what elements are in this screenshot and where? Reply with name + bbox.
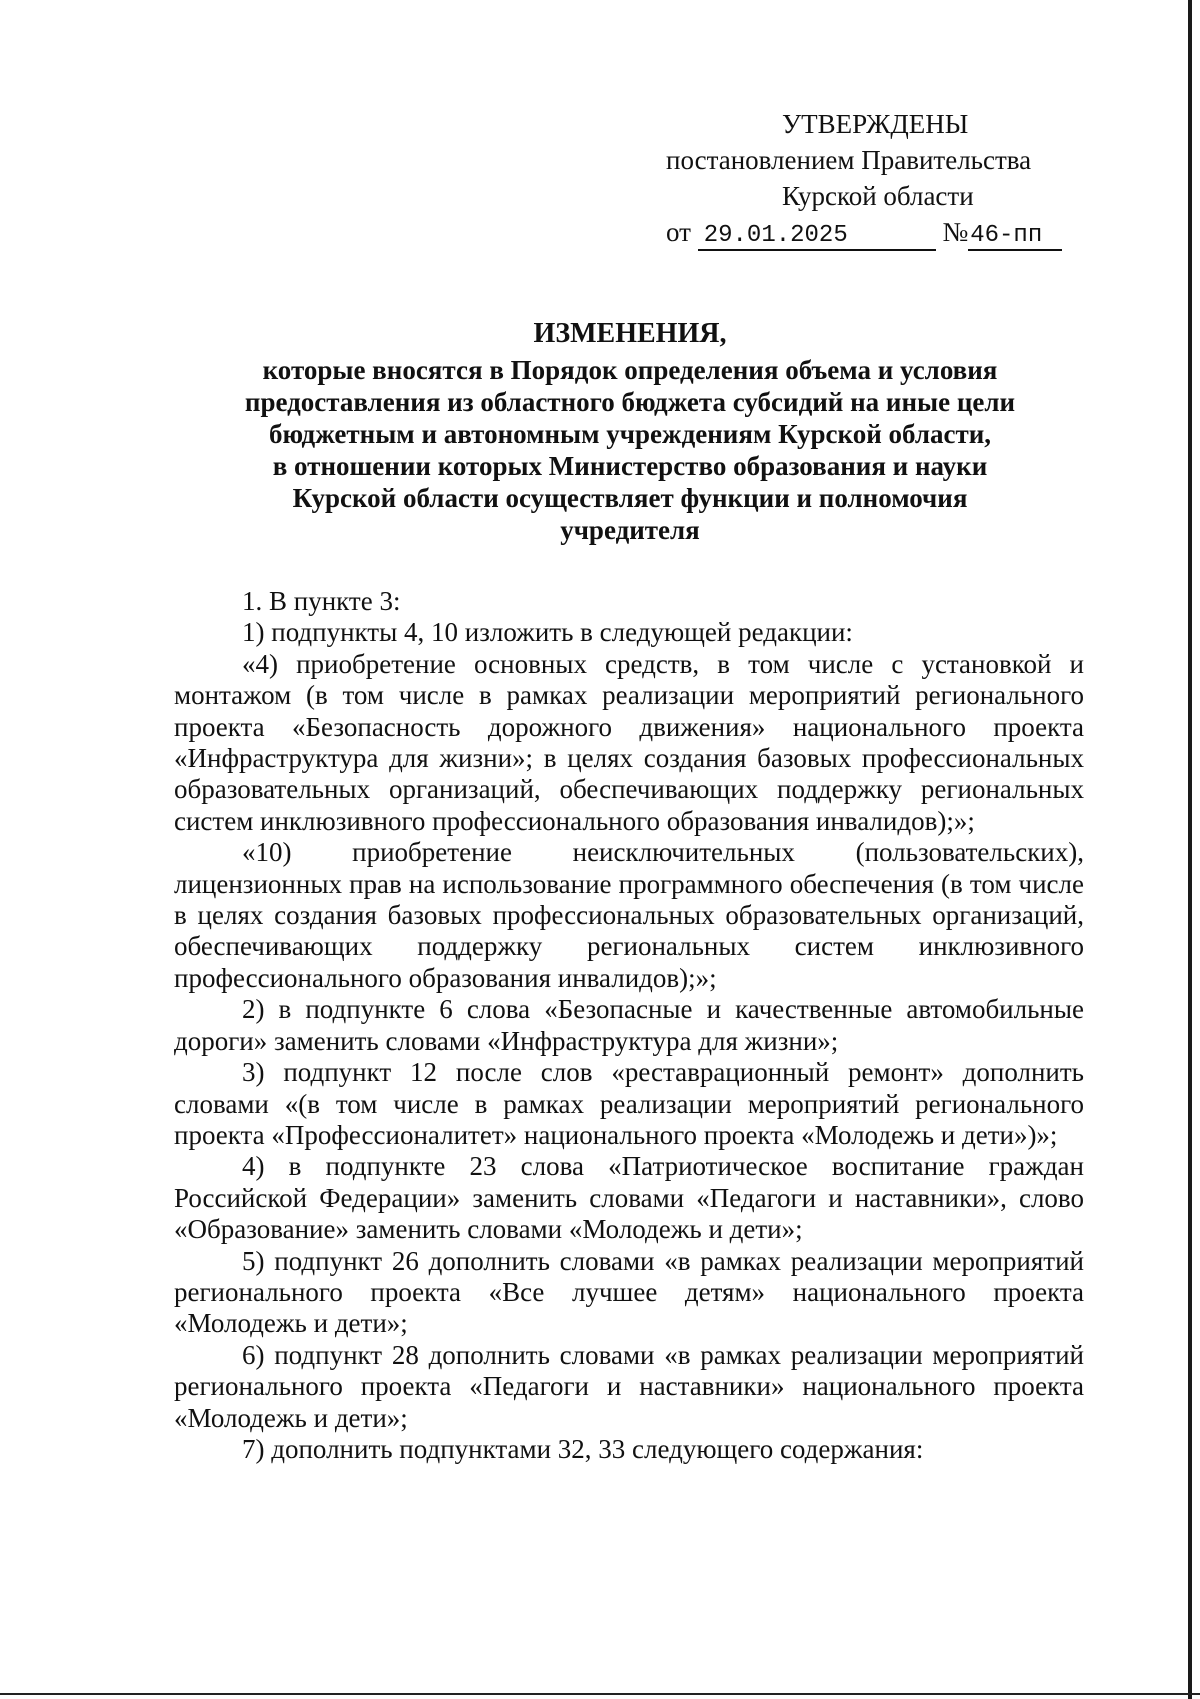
decree-date: 29.01.2025 — [698, 223, 936, 251]
date-number-line — [660, 214, 1080, 251]
paragraph: 1) подпункты 4, 10 изложить в следующей редакции: — [242, 617, 853, 648]
date-prefix: от — [666, 217, 691, 247]
paragraph: «10) приобретение неисключительных (пользовательских), лицензионных прав на использование программного обеспечения (в том числе в целях создания базовых профессиональных образовательных организаций, обеспечивающих поддержку региональных систем инклюзивного профессионального образования инвалидов);»; — [174, 837, 1084, 993]
title-line: учредителя — [560, 515, 700, 545]
region-label: Курской области — [782, 181, 974, 211]
decree-number: 46-пп — [968, 223, 1062, 251]
title-line: бюджетным и автономным учреждениям Курской области, — [268, 419, 992, 449]
title-line: которые вносятся в Порядок определения объема и условия — [262, 355, 998, 385]
paragraph: 4) в подпункте 23 слова «Патриотическое воспитание граждан Российской Федерации» заменить словами «Педагоги и наставники», слово «Образование» заменить словами «Молодежь и дети»; — [174, 1151, 1084, 1245]
scan-edge-right — [1188, 0, 1192, 1699]
paragraph: 3) подпункт 12 после слов «реставрационный ремонт» дополнить словами «(в том числе в рамках реализации мероприятий регионального проекта «Профессионалитет» национального проекта «Молодежь и дети»)»; — [174, 1057, 1084, 1150]
decree-label: постановлением Правительства — [666, 145, 1032, 175]
title-line: предоставления из областного бюджета субсидий на иные цели — [244, 387, 1016, 417]
scan-edge-bottom — [0, 1693, 1200, 1695]
title-line: в отношении которых Министерство образования и науки — [272, 451, 988, 481]
title-main: ИЗМЕНЕНИЯ, — [533, 318, 727, 349]
document-title — [175, 318, 1085, 546]
paragraph: 1. В пункте 3: — [242, 586, 401, 616]
paragraph: 2) в подпункте 6 слова «Безопасные и качественные автомобильные дороги» заменить словами «Инфраструктура для жизни»; — [174, 994, 1084, 1056]
paragraph: 6) подпункт 28 дополнить словами «в рамках реализации мероприятий регионального проекта «Педагоги и наставники» национального проекта «Молодежь и дети»; — [174, 1339, 1084, 1433]
approval-stamp-block — [660, 106, 1080, 251]
title-line: Курской области осуществляет функции и полномочия — [292, 483, 968, 513]
paragraph: «4) приобретение основных средств, в том числе с установкой и монтажом (в том числе в рамках реализации мероприятий регионального проекта «Безопасность дорожного движения» национального проекта «Инфраструктура для жизни»; в целях создания базовых профессиональных образовательных организаций, обеспечивающих поддержку региональных систем инклюзивного профессионального образования инвалидов);»; — [174, 648, 1084, 836]
paragraph: 7) дополнить подпунктами 32, 33 следующего содержания: — [242, 1433, 924, 1464]
paragraph: 5) подпункт 26 дополнить словами «в рамках реализации мероприятий регионального проекта «Все лучшее детям» национального проекта «Молодежь и дети»; — [174, 1245, 1084, 1339]
document-body — [174, 586, 1084, 1465]
approved-label: УТВЕРЖДЕНЫ — [782, 109, 969, 139]
number-prefix: № — [942, 217, 969, 247]
